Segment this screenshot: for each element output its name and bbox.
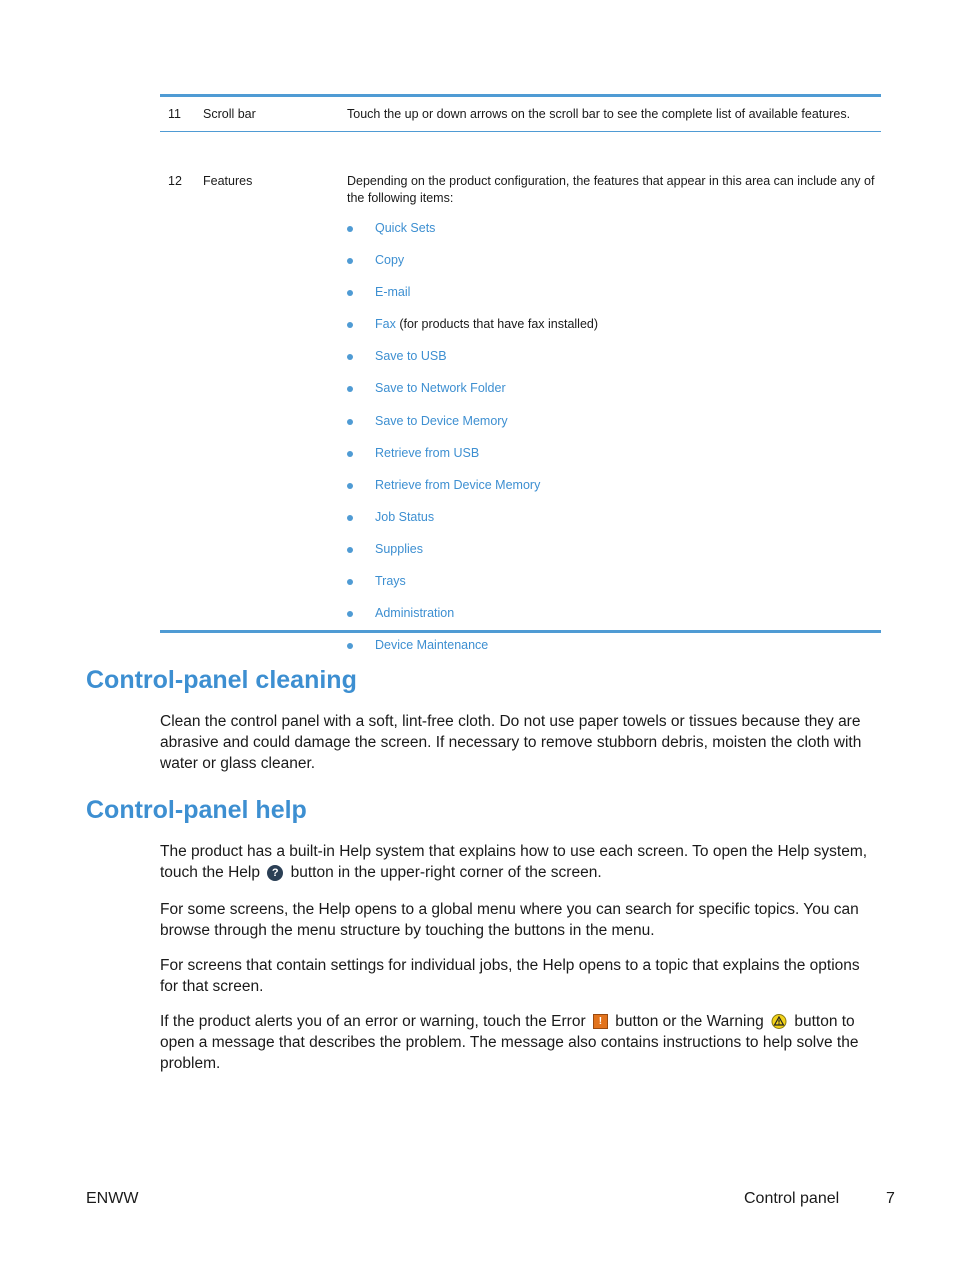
bullet-icon [347, 611, 353, 617]
row-name: Scroll bar [203, 107, 256, 121]
bullet-icon [347, 643, 353, 649]
bullet-icon [347, 579, 353, 585]
table-row [160, 97, 881, 132]
help-paragraph-3: For screens that contain settings for individual jobs, the Help opens to a topic that explains the options for that screen. [160, 957, 860, 995]
help-paragraph-2: For some screens, the Help opens to a global menu where you can search for specific topics. You can browse through the menu structure by touching the buttons in the menu. [160, 901, 859, 939]
feature-link-administration[interactable]: Administration [375, 606, 455, 621]
bullet-icon [347, 290, 353, 296]
help-text: If the product alerts you of an error or warning, touch the Error [160, 1013, 586, 1030]
warning-icon [771, 1014, 787, 1029]
row-description: Touch the up or down arrows on the scroll bar to see the complete list of available features. [347, 107, 851, 121]
help-paragraph-4 [160, 1011, 872, 1074]
feature-link-device-maintenance[interactable]: Device Maintenance [375, 638, 489, 653]
help-text: button in the upper-right corner of the screen. [290, 864, 602, 881]
row-description: Depending on the product configuration, the features that appear in this area can include any of the following items: [347, 174, 875, 205]
feature-link-save-to-device-memory[interactable]: Save to Device Memory [375, 413, 508, 428]
feature-link-retrieve-from-usb[interactable]: Retrieve from USB [375, 445, 480, 460]
features-table [160, 94, 881, 653]
cleaning-heading: Control-panel cleaning [86, 666, 357, 694]
bullet-icon [347, 386, 353, 392]
bullet-icon [347, 483, 353, 489]
feature-note: (for products that have fax installed) [395, 317, 599, 332]
bullet-icon [347, 354, 353, 360]
feature-link-supplies[interactable]: Supplies [375, 541, 423, 556]
feature-link-quick-sets[interactable]: Quick Sets [375, 221, 436, 235]
bullet-icon [347, 258, 353, 264]
table-row [160, 132, 881, 653]
feature-link-fax[interactable]: Fax [375, 317, 396, 332]
bullet-icon [347, 515, 353, 521]
bullet-icon [347, 226, 353, 232]
feature-link-trays[interactable]: Trays [375, 574, 406, 589]
help-text: button or the Warning [615, 1013, 764, 1030]
help-paragraph-1 [160, 841, 872, 883]
feature-link-save-to-network-folder[interactable]: Save to Network Folder [375, 381, 506, 396]
cleaning-paragraph: Clean the control panel with a soft, lint-free cloth. Do not use paper towels or tissues because they are abrasive and could damage the screen. If necessary to remove stubborn debris, moisten the cloth with water or glass cleaner. [160, 713, 862, 772]
row-number: 12 [168, 174, 182, 188]
error-icon: ! [593, 1014, 608, 1029]
bullet-icon [347, 451, 353, 457]
row-name: Features [203, 174, 253, 188]
help-text: button to open a message that describes the problem. The message also contains instructions to help solve the problem. [160, 1013, 859, 1072]
footer-section: Control panel [744, 1190, 840, 1207]
feature-link-retrieve-from-device-memory[interactable]: Retrieve from Device Memory [375, 477, 541, 492]
help-icon: ? [267, 865, 283, 881]
feature-link-save-to-usb[interactable]: Save to USB [375, 349, 447, 364]
footer-left: ENWW [86, 1190, 139, 1207]
feature-link-copy[interactable]: Copy [375, 253, 405, 268]
help-heading: Control-panel help [86, 796, 307, 824]
bullet-icon [347, 419, 353, 425]
bullet-icon [347, 322, 353, 328]
feature-link-job-status[interactable]: Job Status [375, 509, 435, 524]
row-number: 11 [168, 107, 181, 121]
bullet-icon [347, 547, 353, 553]
help-text: The product has a built-in Help system that explains how to use each screen. To open the Help system, touch the Help [160, 843, 868, 881]
page-number: 7 [886, 1190, 895, 1207]
feature-link-email[interactable]: E-mail [375, 285, 411, 300]
